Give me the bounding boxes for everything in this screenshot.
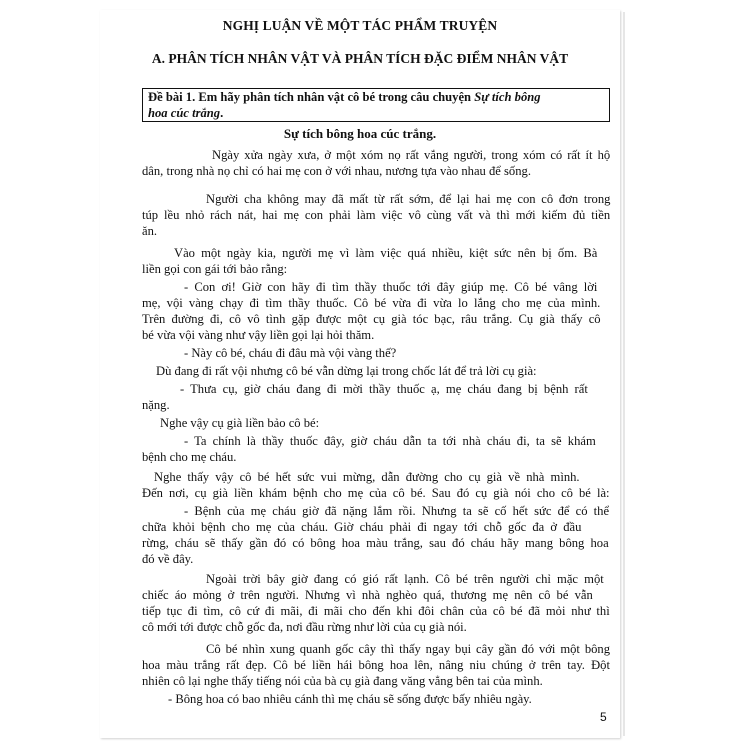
story-line: đó về đây. [142,552,194,566]
story-line: nhiên cô lại nghe thấy tiếng nói của bà cụ già đang văng vẳng bên tai của mình. [142,674,543,688]
story-line: cô mới tới được chỗ gốc đa, nơi đầu rừng như lời của cụ già nói. [142,620,467,634]
story-line: Đến nơi, cụ già liền khám bệnh cho mẹ của cô bé. Sau đó cụ già nói cho cô bé là: [142,486,610,500]
story-line: - Ta chính là thầy thuốc đây, giờ cháu dẫn ta tới nhà cháu đi, ta sẽ khám [184,434,596,448]
page-number: 5 [600,710,607,724]
story-line: - Này cô bé, cháu đi đâu mà vội vàng thế? [184,346,397,360]
page-edge-shadow [623,12,625,736]
section-heading: A. PHÂN TÍCH NHÂN VẬT VÀ PHÂN TÍCH ĐẶC ĐIỂM NHÂN VẬT [151,51,569,66]
task-story-name-2: hoa cúc trắng [148,106,221,120]
story-line: - Con ơi! Giờ con hãy đi tìm thầy thuốc tới đây giúp mẹ. Cô bé vâng lời [184,280,598,294]
story-line: liền gọi con gái tới bảo rằng: [142,262,288,276]
story-line: - Thưa cụ, giờ cháu đang đi mời thầy thuốc ạ, mẹ cháu đang bị bệnh rất [180,382,588,396]
story-line: Ngày xửa ngày xưa, ở một xóm nọ rất vắng người, trong xóm có rất ít hộ [212,148,611,162]
task-box [142,88,610,122]
story-line: bệnh cho mẹ cháu. [142,450,237,464]
story-line: chiếc áo mỏng ở trên người. Nhưng vì nhà nghèo quá, thương mẹ nên cô bé vẫn [142,588,593,602]
story-line: Nghe vậy cụ già liền bảo cô bé: [160,416,320,430]
story-line: - Bệnh của mẹ cháu giờ đã nặng lắm rồi. Nhưng ta sẽ cố hết sức để có thể [184,504,610,518]
story-line: dân, trong nhà nọ chỉ có hai mẹ con ở với nhau, nương tựa vào nhau để sống. [142,164,531,178]
story-line: Ngoài trời bây giờ đang có gió rất lạnh. Cô bé trên người chỉ mặc một [206,572,604,586]
story-line: tiếp tục đi tìm, cô cứ đi mãi, đi mãi cho đến khi đôi chân của cô bé đã mỏi như thì [142,604,610,618]
story-line: ăn. [142,224,158,238]
story-line: Nghe thấy vậy cô bé hết sức vui mừng, dẫn đường cho cụ già về nhà mình. [154,470,580,484]
story-line: mẹ, vội vàng chạy đi tìm thầy thuốc. Cô bé vừa đi vừa lo lắng cho mẹ của mình. [142,296,601,310]
story-line: - Bông hoa có bao nhiêu cánh thì mẹ cháu sẽ sống được bấy nhiêu ngày. [168,692,532,706]
story-line: Người cha không may đã mất từ rất sớm, để lại hai mẹ con cô đơn trong [206,192,611,206]
chapter-title: NGHỊ LUẬN VỀ MỘT TÁC PHẨM TRUYỆN [222,18,498,33]
story-line: rừng, cháu sẽ thấy gần đó có bông hoa màu trắng, sau đó cháu hãy mang bông hoa [142,536,609,550]
story-line: Vào một ngày kia, người mẹ vì làm việc quá nhiều, kiệt sức nên bị ốm. Bà [174,246,598,260]
task-suffix: . [220,106,224,120]
story-line: Cô bé nhìn xung quanh gốc cây thì thấy ngay bụi cây gần đó với một bông [206,642,611,656]
story-title: Sự tích bông hoa cúc trắng. [283,126,437,141]
task-story-name-1: Sự tích bông [474,90,541,104]
story-line: túp lều nhỏ rách nát, hai mẹ con phải làm việc vô cùng vất và thì mới kiếm đủ tiền [142,208,611,222]
story-line: hoa màu trắng rất đẹp. Cô bé liền hái bông hoa lên, nâng niu chúng ở trên tay. Đột [142,658,610,672]
document-page [100,10,620,738]
story-line: Trên đường đi, cô vô tình gặp được một cụ già tóc bạc, râu trắng. Cụ già thấy cô [142,312,601,326]
task-prefix: Đề bài 1. Em hãy phân tích nhân vật cô bé trong câu chuyện [148,90,475,104]
story-line: nặng. [142,398,170,412]
story-line: chữa khỏi bệnh cho mẹ của cháu. Giờ cháu phải đi ngay tới chỗ gốc đa ở đầu [142,520,582,534]
story-line: Dù đang đi rất vội nhưng cô bé vẫn dừng lại trong chốc lát để trả lời cụ già: [156,364,537,378]
story-line: bé vừa vội vàng như vậy liền gọi lại hỏi thăm. [142,328,375,342]
